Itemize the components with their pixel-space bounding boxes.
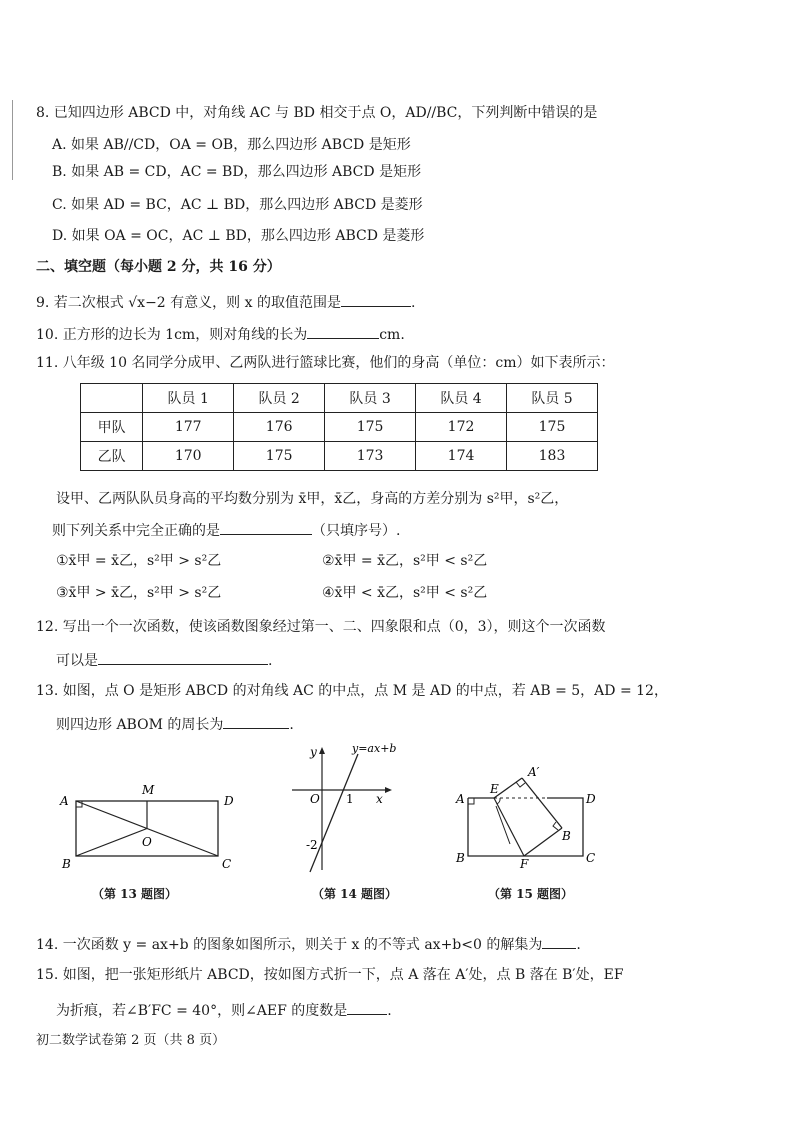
q12-line2: 可以是 .: [56, 650, 272, 670]
label-a-prime: A′: [528, 765, 540, 779]
table-cell: 173: [325, 442, 416, 471]
q12-answer-blank[interactable]: [98, 650, 268, 665]
crease-ef: [494, 798, 524, 856]
figure-13-caption: （第 13 题图）: [92, 887, 178, 901]
q8-stem: 8. 已知四边形 ABCD 中，对角线 AC 与 BD 相交于点 O，AD//BC，下列判断中错误的是: [36, 105, 598, 121]
q13-answer-blank[interactable]: [223, 714, 289, 729]
y-axis-arrow-icon: [319, 747, 325, 754]
page-footer: 初二数学试卷第 2 页（共 8 页）: [36, 1033, 226, 1048]
angle-arc-e: [497, 798, 500, 804]
table-cell: 队员 4: [416, 384, 507, 413]
table-cell: 队员 1: [143, 384, 234, 413]
table-cell: 176: [234, 413, 325, 442]
q10: 10. 正方形的边长为 1cm，则对角线的长为 cm.: [36, 324, 405, 344]
q11-choice-3: ③x̄甲 > x̄乙，s²甲 > s²乙: [56, 585, 222, 601]
figure-15-caption: （第 15 题图）: [488, 887, 574, 901]
label-function: y=ax+b: [352, 742, 397, 755]
table-cell: 177: [143, 413, 234, 442]
right-angle-mark-a: [468, 798, 474, 804]
right-angle-mark-a1: [516, 782, 525, 787]
label-o: O: [142, 835, 152, 849]
label-neg-two: -2: [306, 838, 318, 852]
table-cell: 175: [325, 413, 416, 442]
q9: 9. 若二次根式 √x−2 有意义，则 x 的取值范围是 .: [36, 292, 415, 312]
label-e: E: [490, 782, 499, 796]
q13-line2: 则四边形 ABOM 的周长为 .: [56, 714, 294, 734]
table-cell: [81, 384, 143, 413]
q15-answer-blank[interactable]: [347, 1000, 387, 1015]
table-cell: 174: [416, 442, 507, 471]
q15-line2: 为折痕，若∠B′FC = 40°，则∠AEF 的度数是 .: [56, 1000, 392, 1020]
q11-choice-2: ②x̄甲 = x̄乙，s²甲 < s²乙: [322, 553, 488, 569]
figure-14-caption: （第 14 题图）: [312, 887, 398, 901]
table-cell: 170: [143, 442, 234, 471]
figure-14-graph: [288, 740, 400, 875]
q10-answer-blank[interactable]: [307, 324, 379, 339]
q9-answer-blank[interactable]: [341, 292, 411, 307]
label-d: D: [224, 794, 234, 808]
label-b: B: [62, 857, 71, 871]
label-f: F: [520, 857, 529, 870]
table-cell: 甲队: [81, 413, 143, 442]
q11-line2: 则下列关系中完全正确的是 （只填序号）.: [52, 520, 400, 540]
table-cell: 队员 3: [325, 384, 416, 413]
q8-option-d: D. 如果 OA = OC，AC ⊥ BD，那么四边形 ABCD 是菱形: [52, 228, 425, 244]
table-cell: 队员 5: [507, 384, 598, 413]
q14-answer-blank[interactable]: [542, 934, 576, 949]
table-cell: 183: [507, 442, 598, 471]
segment-b1-f: [524, 828, 562, 856]
table-row: [81, 442, 598, 471]
label-b-prime: B: [562, 829, 571, 843]
q11-stem: 11. 八年级 10 名同学分成甲、乙两队进行篮球比赛，他们的身高（单位：cm）如下表所示：: [36, 355, 615, 371]
label-a: A: [60, 794, 69, 808]
figure-13-diagram: [56, 775, 246, 875]
label-y: y: [310, 745, 317, 759]
label-origin: O: [310, 792, 320, 806]
q8-option-c: C. 如果 AD = BC，AC ⊥ BD，那么四边形 ABCD 是菱形: [52, 197, 423, 213]
label-one: 1: [346, 792, 354, 806]
figure-15-diagram: [452, 760, 602, 870]
right-angle-mark-b1: [553, 822, 558, 830]
section-title: 二、填空题（每小题 2 分，共 16 分）: [36, 259, 281, 275]
q15-line1: 15. 如图，把一张矩形纸片 ABCD，按如图方式折一下，点 A 落在 A′处，点 B 落在 B′处，EF: [36, 967, 624, 983]
rectangle-outline: [468, 798, 583, 856]
label-d: D: [586, 792, 596, 806]
q8-option-a: A. 如果 AB//CD，OA = OB，那么四边形 ABCD 是矩形: [52, 137, 411, 153]
x-axis-arrow-icon: [385, 787, 392, 793]
label-a: A: [456, 792, 465, 806]
height-table: [80, 383, 598, 471]
table-cell: 172: [416, 413, 507, 442]
q12-line1: 12. 写出一个一次函数，使该函数图象经过第一、二、四象限和点（0，3），则这个一次函数: [36, 619, 606, 635]
q14: 14. 一次函数 y = ax+b 的图象如图所示，则关于 x 的不等式 ax+b<0 的解集为 .: [36, 934, 581, 954]
q11-choice-1: ①x̄甲 = x̄乙，s²甲 > s²乙: [56, 553, 222, 569]
label-c: C: [586, 851, 596, 865]
table-cell: 175: [234, 442, 325, 471]
label-m: M: [142, 783, 155, 797]
table-cell: 175: [507, 413, 598, 442]
segment-a1-b1: [522, 778, 562, 828]
table-row: [81, 413, 598, 442]
label-b: B: [456, 851, 465, 865]
q8-option-b: B. 如果 AB = CD，AC = BD，那么四边形 ABCD 是矩形: [52, 164, 422, 180]
q11-choice-4: ④x̄甲 < x̄乙，s²甲 < s²乙: [322, 585, 488, 601]
q13-line1: 13. 如图，点 O 是矩形 ABCD 的对角线 AC 的中点，点 M 是 AD 的中点，若 AB = 5，AD = 12，: [36, 683, 668, 699]
q11-line1: 设甲、乙两队队员身高的平均数分别为 x̄甲，x̄乙，身高的方差分别为 s²甲，s²乙，: [56, 491, 569, 507]
table-cell: 队员 2: [234, 384, 325, 413]
label-x: x: [376, 792, 383, 806]
table-cell: 乙队: [81, 442, 143, 471]
label-c: C: [222, 857, 232, 871]
q11-answer-blank[interactable]: [220, 520, 312, 535]
function-line: [310, 754, 358, 872]
binding-margin-line: [12, 100, 13, 180]
segment-bo: [76, 829, 147, 857]
table-header-row: [81, 384, 598, 413]
